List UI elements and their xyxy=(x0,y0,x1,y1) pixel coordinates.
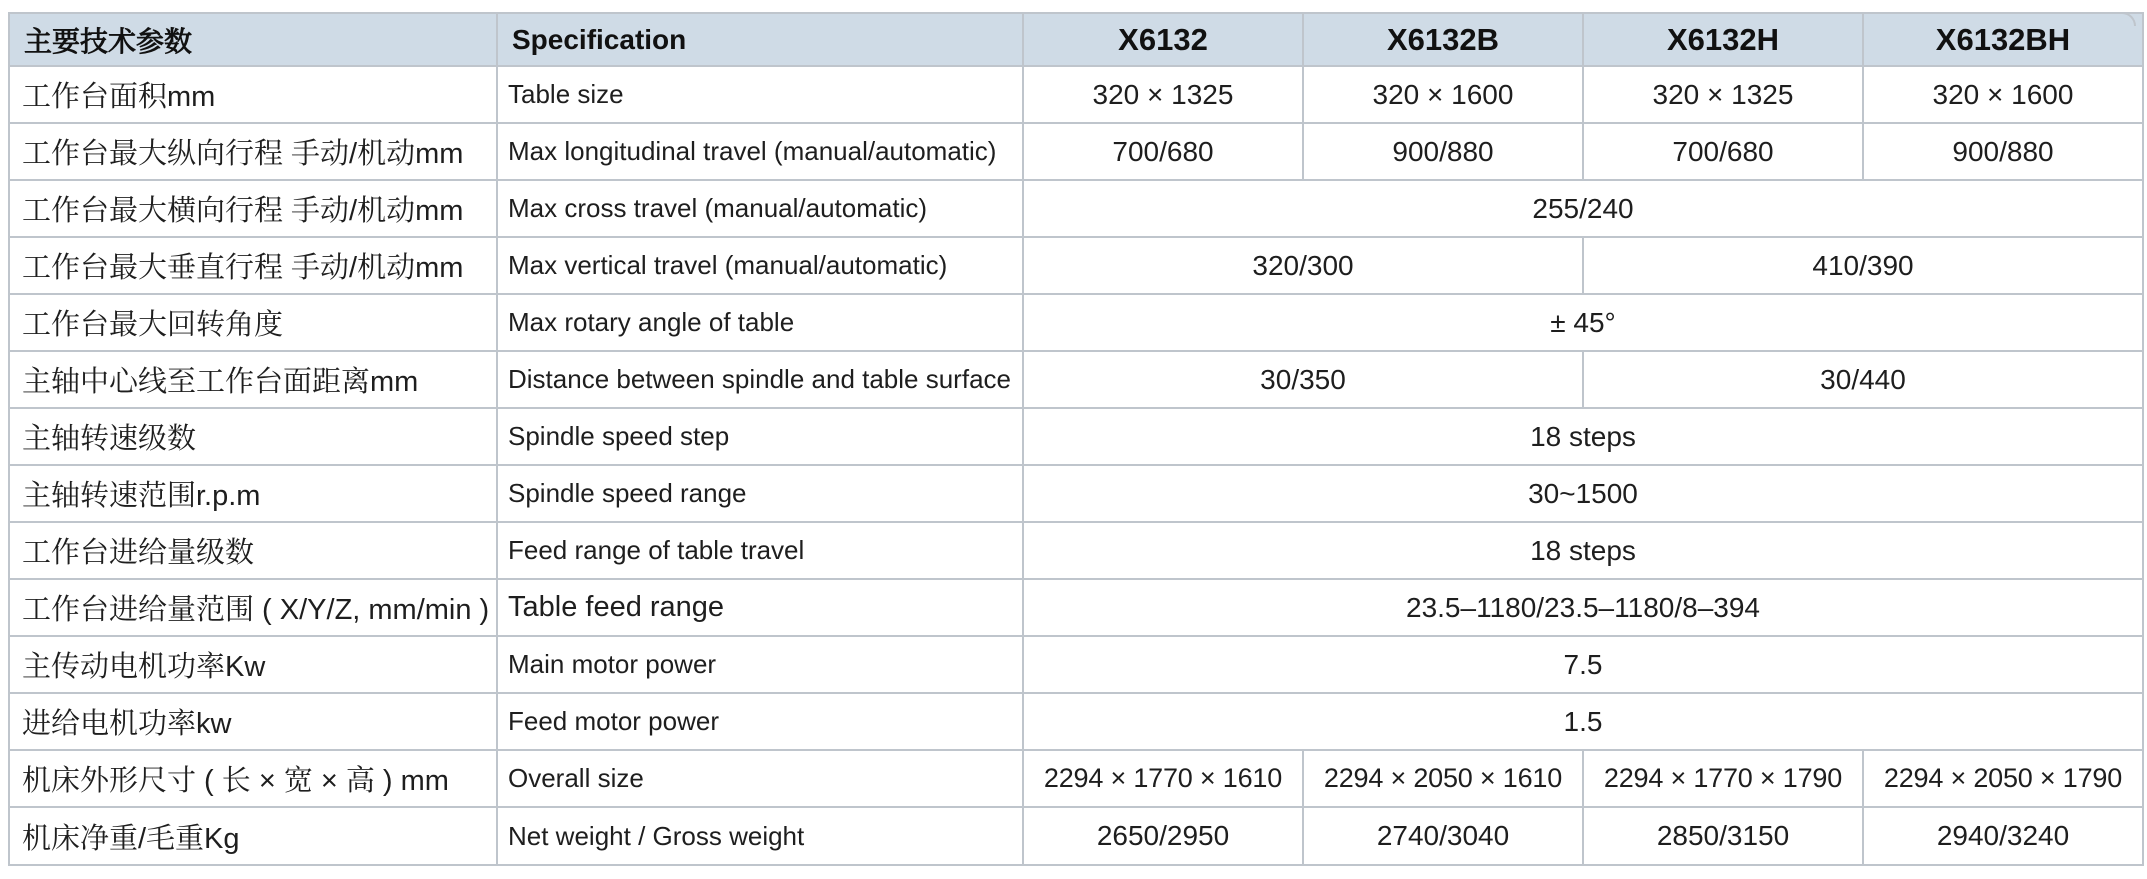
table-row xyxy=(9,180,2143,237)
param-cn: 工作台进给量级数 xyxy=(9,522,497,579)
value-x6132bh: 2294 × 2050 × 1790 xyxy=(1863,750,2143,807)
param-cn: 进给电机功率kw xyxy=(9,693,497,750)
value-x6132bh: 900/880 xyxy=(1863,123,2143,180)
value-x6132: 320 × 1325 xyxy=(1023,66,1303,123)
value-all-models: 18 steps xyxy=(1023,408,2143,465)
param-cn: 主传动电机功率Kw xyxy=(9,636,497,693)
value-x6132b: 320 × 1600 xyxy=(1303,66,1583,123)
param-cn: 主轴转速范围r.p.m xyxy=(9,465,497,522)
header-row xyxy=(9,13,2143,66)
value-x6132: 2294 × 1770 × 1610 xyxy=(1023,750,1303,807)
value-x6132h: 320 × 1325 xyxy=(1583,66,1863,123)
param-cn: 机床外形尺寸 ( 长 × 宽 × 高 ) mm xyxy=(9,750,497,807)
param-en: Max rotary angle of table xyxy=(497,294,1023,351)
param-en: Main motor power xyxy=(497,636,1023,693)
table-row xyxy=(9,123,2143,180)
param-cn: 机床净重/毛重Kg xyxy=(9,807,497,865)
spec-table xyxy=(8,12,2144,866)
table-row xyxy=(9,522,2143,579)
value-x6132b: 2740/3040 xyxy=(1303,807,1583,865)
value-x6132bh: 320 × 1600 xyxy=(1863,66,2143,123)
param-cn: 工作台最大回转角度 xyxy=(9,294,497,351)
value-x6132: 2650/2950 xyxy=(1023,807,1303,865)
value-all-models: 1.5 xyxy=(1023,693,2143,750)
param-cn: 主轴中心线至工作台面距离mm xyxy=(9,351,497,408)
table-row xyxy=(9,408,2143,465)
param-en: Max longitudinal travel (manual/automatic) xyxy=(497,123,1023,180)
table-row xyxy=(9,807,2143,865)
corner-decoration xyxy=(1984,12,2136,26)
spec-sheet xyxy=(8,12,2142,874)
table-row xyxy=(9,66,2143,123)
header-model-x6132h: X6132H xyxy=(1583,13,1863,66)
value-x6132h: 2850/3150 xyxy=(1583,807,1863,865)
table-row xyxy=(9,750,2143,807)
table-row xyxy=(9,294,2143,351)
param-en: Feed motor power xyxy=(497,693,1023,750)
value-x6132-x6132b: 320/300 xyxy=(1023,237,1583,294)
param-en: Spindle speed range xyxy=(497,465,1023,522)
table-row xyxy=(9,636,2143,693)
value-x6132h-x6132bh: 30/440 xyxy=(1583,351,2143,408)
header-en: Specification xyxy=(497,13,1023,66)
value-x6132b: 900/880 xyxy=(1303,123,1583,180)
param-cn: 主轴转速级数 xyxy=(9,408,497,465)
value-all-models: ± 45° xyxy=(1023,294,2143,351)
param-cn: 工作台最大纵向行程 手动/机动mm xyxy=(9,123,497,180)
table-row xyxy=(9,693,2143,750)
param-en: Net weight / Gross weight xyxy=(497,807,1023,865)
value-all-models: 30~1500 xyxy=(1023,465,2143,522)
value-x6132: 700/680 xyxy=(1023,123,1303,180)
table-row xyxy=(9,579,2143,636)
header-model-x6132: X6132 xyxy=(1023,13,1303,66)
param-en: Table size xyxy=(497,66,1023,123)
param-en: Overall size xyxy=(497,750,1023,807)
table-row xyxy=(9,351,2143,408)
value-x6132bh: 2940/3240 xyxy=(1863,807,2143,865)
value-x6132h-x6132bh: 410/390 xyxy=(1583,237,2143,294)
param-cn: 工作台进给量范围 ( X/Y/Z, mm/min ) xyxy=(9,579,497,636)
param-en: Spindle speed step xyxy=(497,408,1023,465)
table-row xyxy=(9,465,2143,522)
param-en: Feed range of table travel xyxy=(497,522,1023,579)
param-cn: 工作台最大垂直行程 手动/机动mm xyxy=(9,237,497,294)
value-x6132b: 2294 × 2050 × 1610 xyxy=(1303,750,1583,807)
value-x6132h: 700/680 xyxy=(1583,123,1863,180)
param-cn: 工作台面积mm xyxy=(9,66,497,123)
param-en: Distance between spindle and table surface xyxy=(497,351,1023,408)
header-model-x6132bh: X6132BH xyxy=(1863,13,2143,66)
table-row xyxy=(9,237,2143,294)
value-all-models: 23.5–1180/23.5–1180/8–394 xyxy=(1023,579,2143,636)
param-en: Max vertical travel (manual/automatic) xyxy=(497,237,1023,294)
value-all-models: 7.5 xyxy=(1023,636,2143,693)
value-all-models: 255/240 xyxy=(1023,180,2143,237)
value-x6132h: 2294 × 1770 × 1790 xyxy=(1583,750,1863,807)
value-x6132-x6132b: 30/350 xyxy=(1023,351,1583,408)
header-model-x6132b: X6132B xyxy=(1303,13,1583,66)
header-cn: 主要技术参数 xyxy=(9,13,497,66)
param-en: Max cross travel (manual/automatic) xyxy=(497,180,1023,237)
param-cn: 工作台最大横向行程 手动/机动mm xyxy=(9,180,497,237)
param-en: Table feed range xyxy=(497,579,1023,636)
value-all-models: 18 steps xyxy=(1023,522,2143,579)
